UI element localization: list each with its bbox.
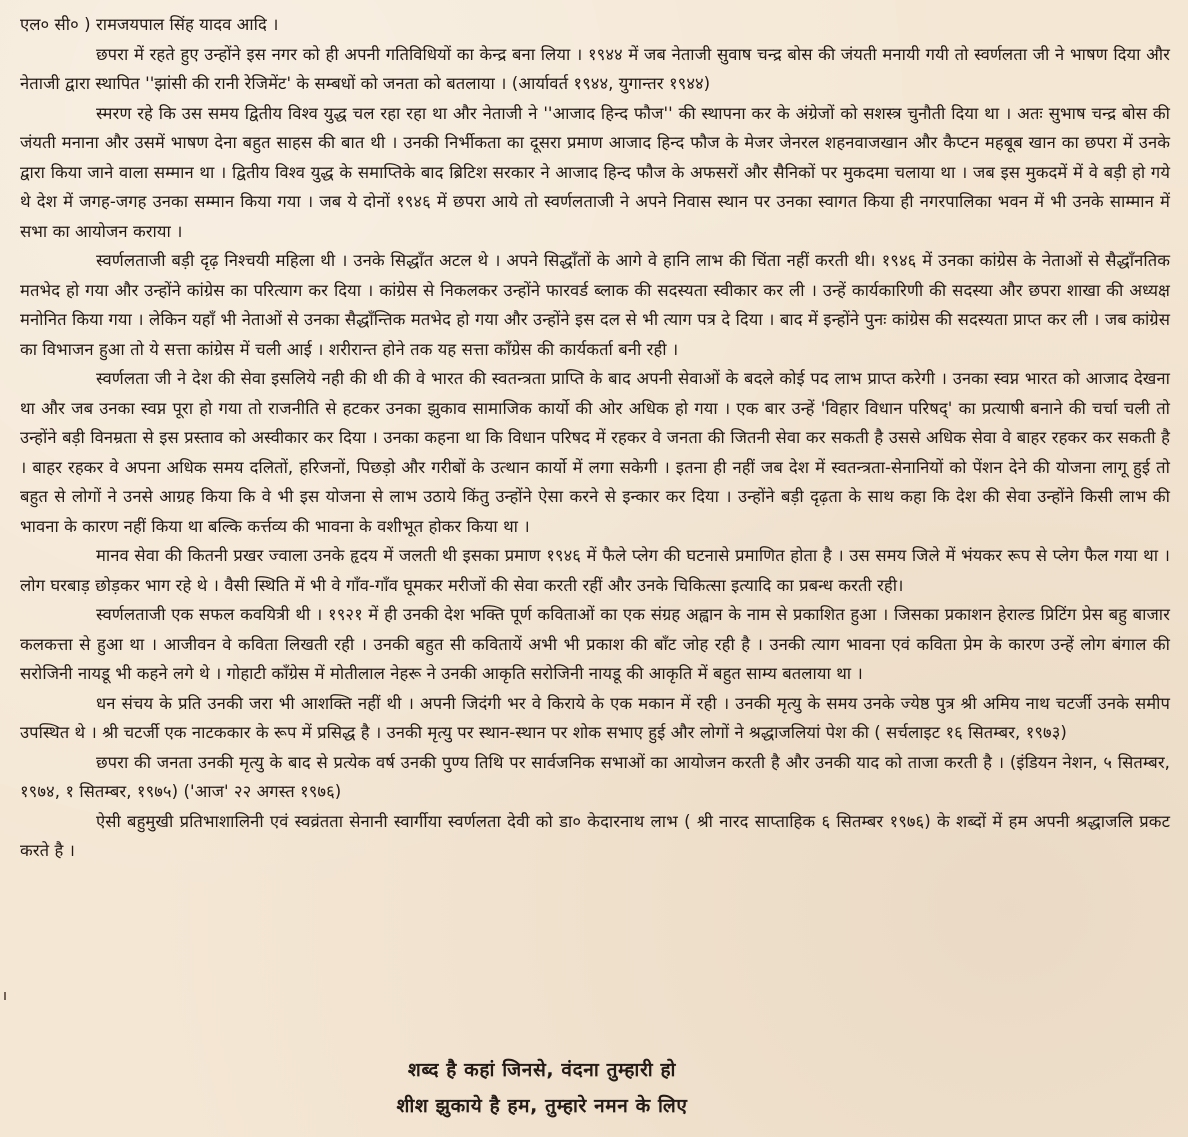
paragraph-5: स्वर्णलता जी ने देश की सेवा इसलिये नही की थी की वे भारत की स्वतन्त्रता प्राप्ति के बाद अपनी सेवाओं के बदले कोई पद लाभ प्राप्त करेगी । उनका स्वप्न भारत को आजाद देखना था और जब उनका स्वप्न पूरा हो गया तो राजनीति से हटकर उनका झुकाव सामाजिक कार्यो की ओर अधिक हो गया । एक बार उन्हें 'विहार विधान परिषद्' का प्रत्याषी बनाने की चर्चा चली तो उन्होंने बड़ी विनम्रता से इस प्रस्ताव को अस्वीकार कर दिया । उनका कहना था कि विधान परिषद में रहकर वे जनता की जितनी सेवा कर सकती है उससे अधिक सेवा वे बाहर रहकर कर सकती है । बाहर रहकर वे अपना अधिक समय दलितों, हरिजनों, पिछड़ो और गरीबों के उत्थान कार्यो में लगा सकेगी । इतना ही नहीं जब देश में स्वतन्त्रता-सेनानियों को पेंशन देने की योजना लागू हुई तो बहुत से लोगों ने उनसे आग्रह किया कि वे भी इस योजना से लाभ उठाये किंतु उन्होंने ऐसा करने से इन्कार कर दिया । उन्होंने बड़ी दृढ़ता के साथ कहा कि देश की सेवा उन्होंने किसी लाभ की भावना के कारण नहीं किया था बल्कि कर्त्तव्य की भावना के वशीभूत होकर किया था । xyxy=(20,369,1170,536)
paragraph-7: स्वर्णलताजी एक सफल कवयित्री थी । १९२१ में ही उनकी देश भक्ति पूर्ण कविताओं का एक संग्रह अह्वान के नाम से प्रकाशित हुआ । जिसका प्रकाशन हेराल्ड प्रिटिंग प्रेस बहु बाजार कलकत्ता से हुआ था । आजीवन वे कविता लिखती रही । उनकी बहुत सी कवितायें अभी भी प्रकाश की बाँट जोह रही है । उनकी त्याग भावना एवं कविता प्रेम के कारण उन्हें लोग बंगाल की सरोजिनी नायडू भी कहने लगे थे । गोहाटी काँग्रेस में मोतीलाल नेहरू ने उनकी आकृति सरोजिनी नायडू की आकृति में बहुत साम्य बतलाया था । xyxy=(20,605,1170,683)
verse-line-2: शीश झुकाये है हम, तुम्हारे नमन के लिए xyxy=(396,1095,688,1117)
paragraph-4: स्वर्णलताजी बड़ी दृढ़ निश्चयी महिला थी । उनके सिद्धाँत अटल थे । अपने सिद्धाँतों के आगे वे हानि लाभ की चिंता नहीं करती थी। १९४६ में उनका कांग्रेस के नेताओं से सैद्धाँनतिक मतभेद हो गया और उन्होंने कांग्रेस का परित्याग कर दिया । कांग्रेस से निकलकर उन्होंने फारवर्ड ब्लाक की सदस्यता स्वीकार कर ली । उन्हें कार्यकारिणी की सदस्या और छपरा शाखा की अध्यक्ष मनोनित किया गया । लेकिन यहाँ भी नेताओं से उनका सैद्धाँन्तिक मतभेद हो गया और उन्होंने इस दल से भी त्याग पत्र दे दिया । बाद में इन्होंने पुनः कांग्रेस की सदस्यता प्राप्त कर ली । जब कांग्रेस का विभाजन हुआ तो ये सत्ता कांग्रेस में चली आई । शरीरान्त होने तक यह सत्ता काँग्रेस की कार्यकर्ता बनी रही । xyxy=(20,251,1170,359)
margin-mark xyxy=(4,992,6,1000)
paragraph-1: एल० सी० ) रामजयपाल सिंह यादव आदि । xyxy=(20,15,279,34)
article-body xyxy=(20,10,1170,866)
paragraph-3: स्मरण रहे कि उस समय द्वितीय विश्व युद्ध चल रहा रहा था और नेताजी ने ''आजाद हिन्द फौज'' की स्थापना कर के अंग्रेजों को सशस्त्र चुनौती दिया था । अतः सुभाष चन्द्र बोस की जंयती मनाना और उसमें भाषण देना बहुत साहस की बात थी । उनकी निर्भीकता का दूसरा प्रमाण आजाद हिन्द फौज के मेजर जेनरल शहनवाजखान और कैप्टन महबूब खान का छपरा में उनके द्वारा किया जाने वाला सम्मान था । द्वितीय विश्व युद्ध के समाप्तिके बाद ब्रिटिश सरकार ने आजाद हिन्द फौज के अफसरों और सैनिकों पर मुकदमा चलाया था । जब इस मुकदमें में वे बड़ी हो गये थे देश में जगह-जगह उनका सम्मान किया गया । जब ये दोनों १९४६ में छपरा आये तो स्वर्णलताजी ने अपने निवास स्थान पर उनका स्वागत किया ही नगरपालिका भवन में भी उनके साम्मान में सभा का आयोजन कराया । xyxy=(20,103,1170,241)
paragraph-8: धन संचय के प्रति उनकी जरा भी आशक्ति नहीं थी । अपनी जिदंगी भर वे किराये के एक मकान में रही । उनकी मृत्यु के समय उनके ज्येष्ठ पुत्र श्री अमिय नाथ चटर्जी उनके समीप उपस्थित थे । श्री चटर्जी एक नाटककार के रूप में प्रसिद्ध है । उनकी मृत्यु पर स्थान-स्थान पर शोक सभाए हुई और लोगों ने श्रद्धाजलियां पेश की ( सर्चलाइट १६ सितम्बर, १९७३) xyxy=(20,693,1170,742)
paragraph-6: मानव सेवा की कितनी प्रखर ज्वाला उनके हृदय में जलती थी इसका प्रमाण १९४६ में फैले प्लेग की घटनासे प्रमाणित होता है । उस समय जिले में भंयकर रूप से प्लेग फैल गया था । लोग घरबाड़ छोड़कर भाग रहे थे । वैसी स्थिति में भी वे गाँव-गाँव घूमकर मरीजों की सेवा करती रहीं और उनके चिकित्सा इत्यादि का प्रबन्ध करती रही। xyxy=(20,546,1170,595)
closing-verse xyxy=(0,1052,1188,1124)
paragraph-10: ऐसी बहुमुखी प्रतिभाशालिनी एवं स्वव्रंतता सेनानी स्वार्गीया स्वर्णलता देवी को डा० केदारनाथ लाभ ( श्री नारद साप्ताहिक ६ सितम्बर १९७६) के शब्दों में हम अपनी श्रद्धाजलि प्रकट करते है । xyxy=(20,811,1170,860)
paragraph-2: छपरा में रहते हुए उन्होंने इस नगर को ही अपनी गतिविधियों का केन्द्र बना लिया । १९४४ में जब नेताजी सुवाष चन्द्र बोस की जंयती मनायी गयी तो स्वर्णलता जी ने भाषण दिया और नेताजी द्वारा स्थापित ''झांसी की रानी रेजिमेंट' के सम्बधों को जनता को बतलाया । (आर्यावर्त १९४४, युगान्तर १९४४) xyxy=(20,44,1170,93)
verse-line-1: शब्द है कहां जिनसे, वंदना तुम्हारी हो xyxy=(407,1059,677,1081)
paragraph-9: छपरा की जनता उनकी मृत्यु के बाद से प्रत्येक वर्ष उनकी पुण्य तिथि पर सार्वजनिक सभाओं का आयोजन करती है और उनकी याद को ताजा करती है । (इंडियन नेशन, ५ सितम्बर, १९७४, १ सितम्बर, १९७५) ('आज' २२ अगस्त १९७६) xyxy=(20,752,1170,801)
